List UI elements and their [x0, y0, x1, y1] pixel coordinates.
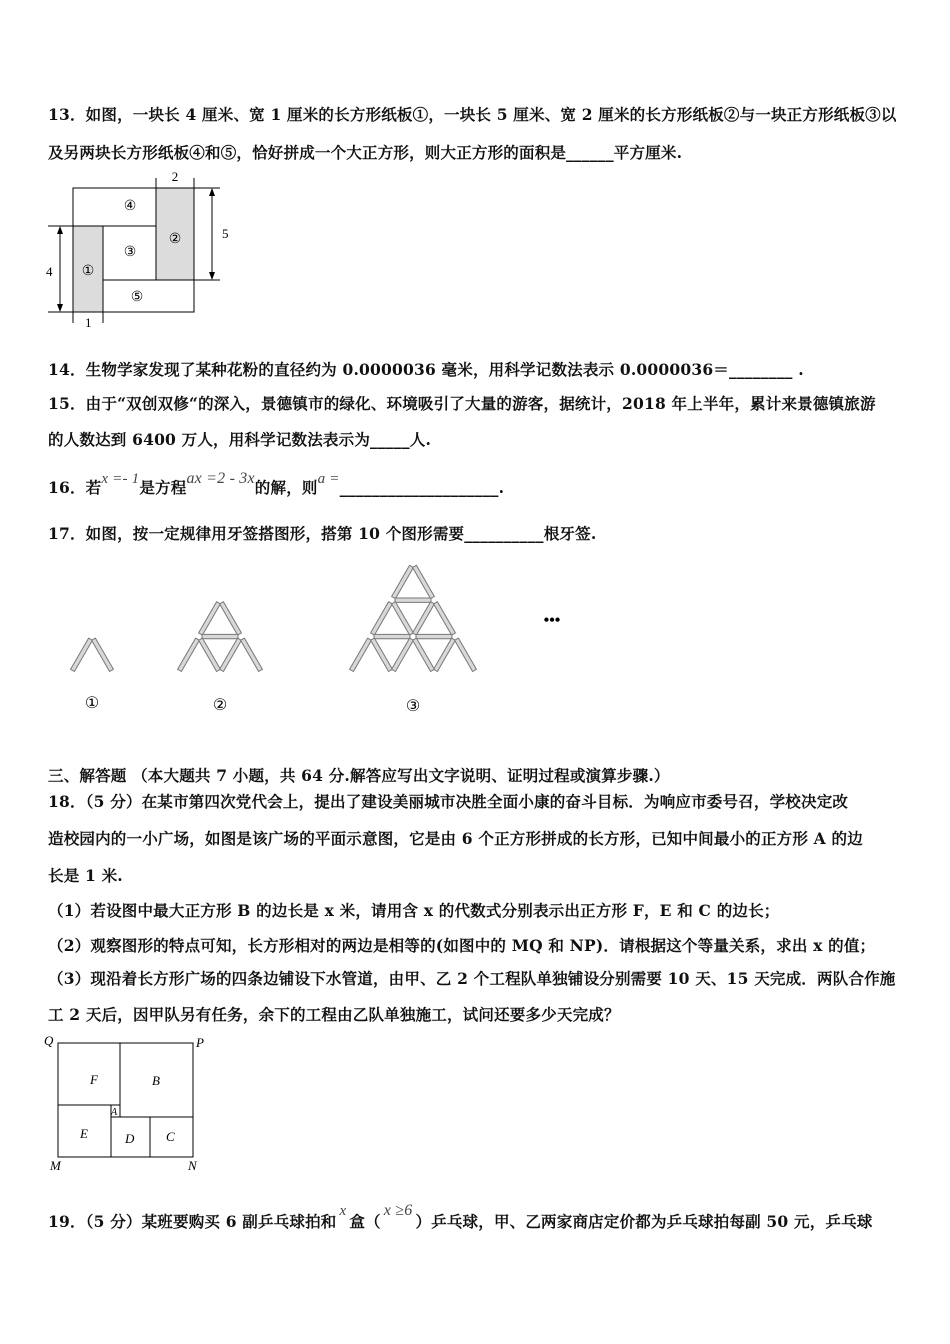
q18-sub1: （1）若设图中最大正方形 B 的边长是 x 米，请用含 x 的代数式分别表示出正方形 F，E 和 C 的边长；	[48, 901, 780, 920]
toothpick	[350, 638, 372, 671]
q16-text	[48, 470, 505, 498]
q16-math-equation: ax =2 - 3x	[186, 470, 255, 487]
q16-mid2: 的解，则	[254, 478, 318, 497]
q18-sub3-line1: （3）现沿着长方形广场的四条边铺设下水管道，由甲、乙 2 个工程队单独铺设分别需要 10 天、15 天完成．两队合作施	[48, 969, 896, 988]
q17-figure	[40, 555, 640, 730]
q18-line1: 18．（5 分）在某市第四次党代会上，提出了建设美丽城市决胜全面小康的奋斗目标．为响应市委号召，学校决定改	[48, 792, 849, 811]
q16-math-a: a =	[317, 471, 340, 487]
q18-line2: 造校园内的一小广场，如图是该广场的平面示意图，它是由 6 个正方形拼成的长方形，已知中间最小的正方形 A 的边	[48, 829, 863, 848]
dim-bottom: 1	[85, 315, 92, 330]
corner-M: M	[50, 1158, 61, 1173]
q19-math-inequality: x ≥6	[383, 1202, 413, 1219]
q13-line2: 及另两块长方形纸板④和⑤，恰好拼成一个大正方形，则大正方形的面积是______平方厘米.	[48, 143, 683, 162]
q18-sub2: （2）观察图形的特点可知，长方形相对的两边是相等的(如图中的 MQ 和 NP)．请根据这个等量关系，求出 x 的值；	[48, 936, 876, 955]
q18-sub3-line2: 工 2 天后，因甲队另有任务，余下的工程由乙队单独施工，试问还要多少天完成？	[48, 1005, 620, 1024]
q18-figure	[40, 1033, 220, 1175]
toothpick	[392, 565, 414, 598]
piece-5-label: ⑤	[130, 290, 144, 305]
toothpick	[199, 638, 221, 671]
q19-mid: 盒（	[349, 1212, 381, 1231]
toothpick	[202, 634, 238, 638]
toothpick	[413, 602, 435, 635]
q16-prefix: 16．若	[48, 478, 102, 497]
q16-math-x: x =- 1	[101, 471, 140, 487]
q19-math-x: x	[339, 1203, 347, 1219]
section-3-heading: 三、解答题 （本大题共 7 小题，共 64 分.解答应写出文字说明、证明过程或演算步骤.）	[48, 766, 670, 785]
corner-Q: Q	[44, 1033, 54, 1048]
square-E: E	[80, 1126, 88, 1141]
square-B: B	[152, 1073, 160, 1088]
toothpick	[395, 598, 431, 602]
toothpick	[392, 638, 414, 671]
corner-P: P	[196, 1035, 204, 1050]
toothpick	[71, 638, 93, 671]
toothpick	[413, 638, 435, 671]
dim-right: 5	[222, 226, 229, 241]
toothpick	[371, 602, 393, 635]
dim-top: 2	[171, 169, 179, 184]
toothpick	[455, 638, 477, 671]
q19-text	[48, 1202, 873, 1232]
piece-1-label: ①	[81, 264, 95, 279]
toothpick	[220, 638, 242, 671]
square-A: A	[111, 1107, 118, 1118]
toothpick	[178, 638, 200, 671]
toothpick	[92, 638, 114, 671]
toothpick	[392, 602, 414, 635]
toothpick	[416, 634, 452, 638]
q15-line2: 的人数达到 6400 万人，用科学记数法表示为_____人.	[48, 430, 432, 449]
toothpick	[434, 638, 456, 671]
toothpick	[220, 602, 242, 635]
figure-1-label: ①	[84, 695, 100, 712]
ellipsis: •••	[543, 612, 561, 629]
dim-left: 4	[46, 264, 53, 279]
q15-line1: 15．由于“双创双修“的深入，景德镇市的绿化、环境吸引了大量的游客，据统计，2018 年上半年，累计来景德镇旅游	[48, 394, 876, 413]
q13-figure	[40, 168, 240, 333]
square-C: C	[166, 1129, 175, 1144]
square-D: D	[125, 1131, 135, 1146]
corner-N: N	[188, 1158, 197, 1173]
figure-3-label: ③	[405, 698, 421, 715]
toothpick	[374, 634, 410, 638]
q19-prefix: 19．（5 分）某班要购买 6 副乒乓球拍和	[48, 1212, 337, 1231]
q18-line3: 长是 1 米.	[48, 866, 123, 885]
q19-suffix: ）乒乓球，甲、乙两家商店定价都为乒乓球拍每副 50 元，乒乓球	[415, 1212, 873, 1231]
piece-3-label: ③	[123, 245, 137, 260]
toothpick	[199, 602, 221, 635]
figure-2-label: ②	[212, 697, 228, 714]
toothpick	[371, 638, 393, 671]
q17-text: 17．如图，按一定规律用牙签搭图形，搭第 10 个图形需要__________根牙签.	[48, 524, 597, 543]
q14-text: 14．生物学家发现了某种花粉的直径约为 0.0000036 毫米，用科学记数法表示 0.0000036＝________ .	[48, 360, 804, 379]
q16-mid: 是方程	[139, 478, 187, 497]
toothpick	[241, 638, 263, 671]
piece-4-label: ④	[123, 199, 137, 214]
square-F: F	[90, 1072, 98, 1087]
q16-blank: ____________________.	[339, 478, 505, 497]
q13-line1: 13．如图，一块长 4 厘米、宽 1 厘米的长方形纸板①，一块长 5 厘米、宽 2 厘米的长方形纸板②与一块正方形纸板③以	[48, 105, 897, 124]
piece-2-label: ②	[168, 232, 182, 247]
toothpick	[434, 602, 456, 635]
toothpick	[413, 565, 435, 598]
